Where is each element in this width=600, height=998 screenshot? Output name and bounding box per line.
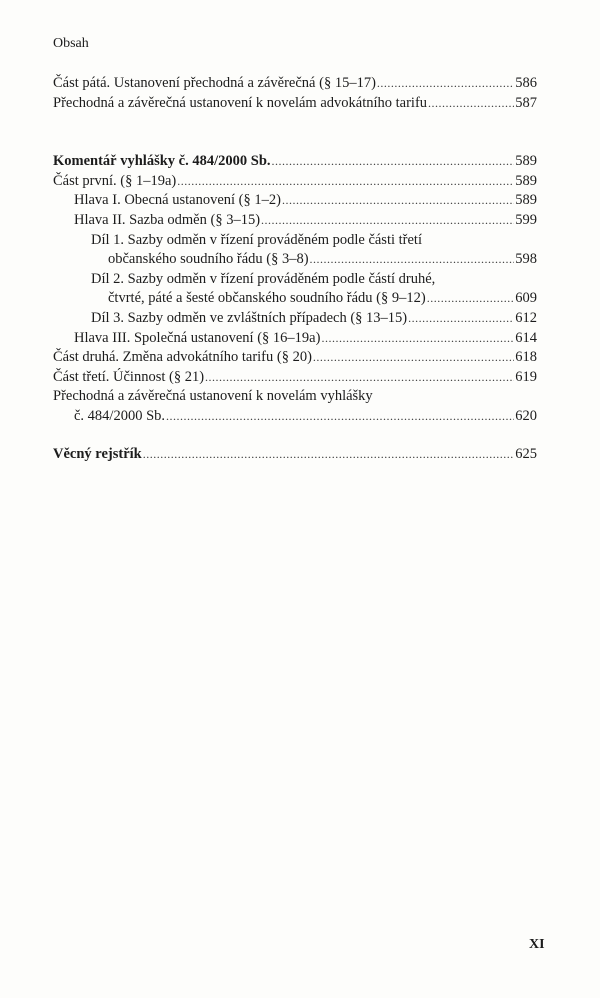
toc-entry-page: 625	[515, 445, 537, 462]
dot-leader	[282, 191, 514, 211]
toc-entry-page: 619	[515, 368, 537, 385]
toc-entry-head2[interactable]	[74, 211, 537, 231]
toc-entry-part3[interactable]	[53, 368, 537, 388]
dot-leader	[321, 329, 514, 349]
toc-entry-part5[interactable]	[53, 74, 537, 94]
toc-entry-transitional-decree[interactable]	[74, 407, 537, 427]
dot-leader	[428, 94, 514, 114]
dot-leader	[177, 172, 514, 192]
toc-entry-page: 618	[515, 349, 537, 366]
section-gap	[53, 427, 537, 445]
dot-leader	[272, 152, 515, 172]
table-of-contents	[53, 74, 537, 464]
toc-entry-title: Část druhá. Změna advokátního tarifu (§ 20)	[53, 349, 312, 366]
toc-entry-title: Díl 3. Sazby odměn ve zvláštních případech (§ 13–15)	[91, 309, 408, 326]
toc-entry-title: Část třetí. Účinnost (§ 21)	[53, 368, 205, 385]
toc-entry-page: 620	[515, 407, 537, 424]
toc-entry-head1[interactable]	[74, 191, 537, 211]
toc-entry-page: 614	[515, 329, 537, 346]
dot-leader	[205, 368, 514, 388]
toc-entry-title: Komentář vyhlášky č. 484/2000 Sb.	[53, 153, 271, 170]
dot-leader	[143, 445, 515, 465]
dot-leader	[427, 289, 515, 309]
toc-entry-page: 589	[515, 192, 537, 209]
toc-entry-transitional-tariff[interactable]	[53, 94, 537, 114]
toc-entry-title: občanského soudního řádu (§ 3–8)	[108, 251, 309, 268]
toc-entry-part2[interactable]	[53, 348, 537, 368]
toc-entry-page: 589	[515, 153, 537, 170]
toc-entry-title: č. 484/2000 Sb.	[74, 407, 166, 424]
toc-entry-page: 589	[515, 172, 537, 189]
toc-entry-page: 586	[515, 75, 537, 91]
toc-entry-div1[interactable]	[108, 250, 537, 270]
toc-entry-title: Hlava II. Sazba odměn (§ 3–15)	[74, 211, 261, 228]
toc-entry-title: Část pátá. Ustanovení přechodná a závěrečná (§ 15–17)	[53, 75, 376, 91]
toc-entry-index[interactable]	[53, 445, 537, 465]
toc-entry-div2[interactable]	[108, 289, 537, 309]
toc-entry-page: 612	[515, 309, 537, 326]
toc-entry-page: 609	[515, 290, 537, 307]
page-number: XI	[529, 937, 545, 952]
toc-entry-title: Přechodná a závěrečná ustanovení k novelám advokátního tarifu	[53, 94, 428, 111]
toc-entry-div1-line1[interactable]: Díl 1. Sazby odměn v řízení prováděném podle části třetí	[91, 231, 422, 248]
running-header: Obsah	[53, 36, 89, 51]
toc-entry-page: 598	[515, 251, 537, 268]
toc-entry-commentary[interactable]	[53, 152, 537, 172]
toc-entry-title: Hlava I. Obecná ustanovení (§ 1–2)	[74, 192, 281, 209]
toc-entry-part1[interactable]	[53, 172, 537, 192]
toc-entry-title: Část první. (§ 1–19a)	[53, 172, 177, 189]
dot-leader	[166, 407, 514, 427]
toc-entry-head3[interactable]	[74, 329, 537, 349]
toc-entry-div3[interactable]	[91, 309, 537, 329]
section-gap	[53, 113, 537, 152]
dot-leader	[310, 250, 515, 270]
toc-entry-page: 587	[515, 94, 537, 111]
toc-entry-title: Věcný rejstřík	[53, 445, 142, 462]
dot-leader	[313, 348, 514, 368]
toc-entry-transitional-decree-line1[interactable]: Přechodná a závěrečná ustanovení k novelám vyhlášky	[53, 388, 373, 405]
dot-leader	[261, 211, 514, 231]
toc-entry-title: Hlava III. Společná ustanovení (§ 16–19a)	[74, 329, 321, 346]
dot-leader	[408, 309, 514, 329]
dot-leader	[377, 74, 514, 94]
toc-entry-page: 599	[515, 211, 537, 228]
toc-entry-title: čtvrté, páté a šesté občanského soudního řádu (§ 9–12)	[108, 290, 426, 307]
toc-entry-div2-line1[interactable]: Díl 2. Sazby odměn v řízení prováděném podle částí druhé,	[91, 270, 436, 287]
